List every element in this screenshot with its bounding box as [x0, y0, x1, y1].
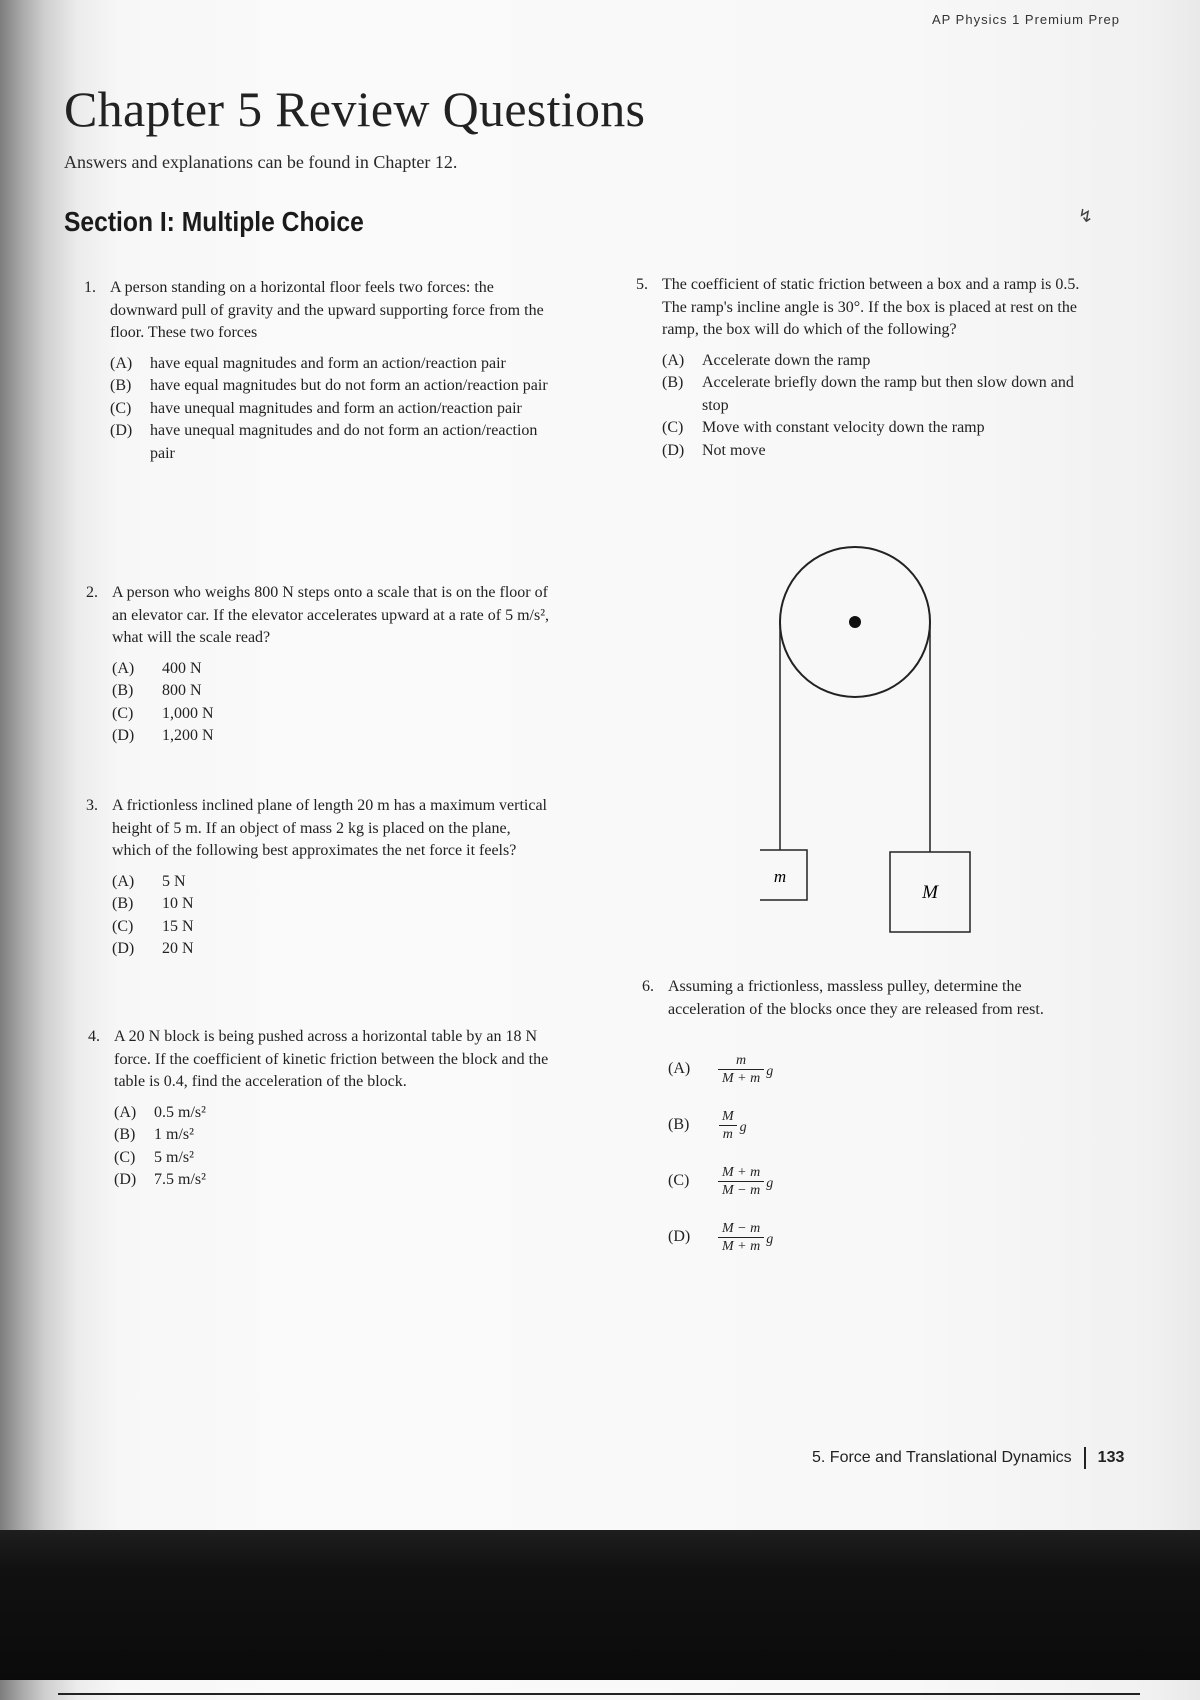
choice-list — [114, 1102, 554, 1192]
large-block-label: M — [922, 882, 938, 903]
choice-text: Accelerate briefly down the ramp but then slow down and stop — [702, 374, 1074, 414]
choice-text: 800 N — [162, 682, 202, 699]
choice-letter: (B) — [114, 1126, 136, 1143]
choice-text: have unequal magnitudes and do not form an action/reaction pair — [150, 422, 538, 462]
choice-letter: (C) — [662, 419, 684, 436]
chapter-subtitle: Answers and explanations can be found in Chapter 12. — [64, 152, 458, 172]
fraction-numerator: M — [722, 1108, 734, 1124]
choice-text: Move with constant velocity down the ramp — [702, 419, 985, 436]
choice-letter: (A) — [112, 872, 135, 890]
question-2 — [86, 582, 552, 748]
choice-letter: (D) — [662, 441, 685, 459]
question-1 — [84, 277, 550, 465]
choice-d[interactable] — [662, 440, 1102, 463]
choice-b[interactable] — [110, 375, 550, 398]
choice-text: 1,200 N — [162, 727, 214, 744]
choice-text: 5 m/s² — [154, 1148, 194, 1166]
choice-a[interactable] — [114, 1102, 554, 1125]
choice-letter: (D) — [114, 1171, 137, 1188]
gravity-symbol: g — [766, 1175, 774, 1191]
choice-text: Accelerate down the ramp — [702, 351, 871, 369]
choice-b[interactable] — [668, 1097, 1098, 1153]
page-number: 133 — [1097, 1449, 1125, 1467]
chapter-title: Chapter 5 Review Questions — [64, 81, 646, 137]
choice-d[interactable] — [112, 938, 552, 961]
choice-d[interactable] — [112, 725, 552, 748]
choice-letter: (A) — [110, 354, 133, 372]
footer-divider — [1084, 1447, 1086, 1469]
question-number: 4. — [88, 1028, 100, 1045]
choice-list — [110, 353, 550, 466]
question-stem: A frictionless inclined plane of length 20 m has a maximum vertical height of 5 m. If an object of mass 2 kg is placed on the plane, which of the following best approximates the net force it feels? — [112, 797, 547, 859]
choice-list — [112, 658, 552, 748]
choice-d[interactable] — [668, 1209, 1098, 1265]
choice-list — [112, 871, 552, 961]
choice-text: 7.5 m/s² — [154, 1171, 206, 1188]
running-head: AP Physics 1 Premium Prep — [931, 12, 1120, 27]
choice-text: 10 N — [162, 895, 194, 912]
choice-c[interactable] — [112, 916, 552, 939]
question-number: 3. — [86, 797, 98, 814]
choice-letter: (C) — [112, 917, 134, 935]
fraction — [718, 1052, 764, 1087]
choice-letter: (C) — [112, 704, 134, 722]
choice-a[interactable] — [110, 353, 550, 376]
choice-list — [662, 350, 1102, 463]
choice-text: have equal magnitudes and form an action/reaction pair — [150, 354, 506, 372]
question-4 — [88, 1026, 554, 1192]
choice-letter: (C) — [114, 1148, 136, 1166]
choice-letter: (A) — [112, 659, 135, 677]
choice-b[interactable] — [662, 372, 1102, 417]
choice-b[interactable] — [114, 1124, 554, 1147]
choice-b[interactable] — [112, 893, 552, 916]
choice-d[interactable] — [114, 1169, 554, 1192]
fraction-denominator: M + m — [718, 1069, 764, 1087]
page-footer — [812, 1447, 1124, 1469]
choice-letter: (D) — [112, 727, 135, 744]
choice-letter: (D) — [112, 940, 135, 957]
choice-a[interactable] — [668, 1041, 1098, 1097]
fraction — [718, 1164, 764, 1199]
choice-letter: (C) — [668, 1171, 690, 1189]
choice-text: 5 N — [162, 872, 186, 890]
fraction-numerator: m — [736, 1052, 747, 1068]
question-stem: The coefficient of static friction between a box and a ramp is 0.5. The ramp's incline angle is 30°. If the box is placed at rest on the ramp, the box will do which of the following? — [662, 276, 1080, 338]
choice-text: Not move — [702, 441, 766, 459]
choice-c[interactable] — [114, 1147, 554, 1170]
choice-text: have equal magnitudes but do not form an action/reaction pair — [150, 377, 548, 394]
choice-letter: (B) — [112, 895, 134, 912]
choice-letter: (B) — [110, 377, 132, 394]
choice-text: have unequal magnitudes and form an action/reaction pair — [150, 399, 522, 417]
choice-d[interactable] — [110, 420, 550, 465]
choice-text: 15 N — [162, 917, 194, 935]
choice-c[interactable] — [668, 1153, 1098, 1209]
question-stem: A person who weighs 800 N steps onto a scale that is on the floor of an elevator car. If the elevator accelerates upward at a rate of 5 m/s², what will the scale read? — [112, 584, 550, 646]
choice-letter: (D) — [668, 1227, 691, 1245]
choice-text: 20 N — [162, 940, 194, 957]
gravity-symbol: g — [739, 1119, 747, 1135]
choice-text: 1,000 N — [162, 704, 214, 722]
choice-letter: (D) — [110, 422, 133, 439]
fraction — [718, 1108, 738, 1143]
question-stem: Assuming a frictionless, massless pulley, determine the acceleration of the blocks once they are released from rest. — [668, 978, 1044, 1018]
section-title: Section I: Multiple Choice — [64, 206, 364, 237]
pulley-diagram — [760, 540, 1000, 940]
question-6 — [642, 976, 1098, 1265]
choice-text: 1 m/s² — [154, 1126, 194, 1143]
choice-c[interactable] — [110, 398, 550, 421]
question-stem: A 20 N block is being pushed across a horizontal table by an 18 N force. If the coefficient of kinetic friction between the block and the table is 0.4, find the acceleration of the block. — [114, 1028, 549, 1090]
scan-shadow-band — [0, 1530, 1200, 1680]
question-stem: A person standing on a horizontal floor feels two forces: the downward pull of gravity and the upward supporting force from the floor. These two forces — [110, 279, 544, 341]
gravity-symbol: g — [766, 1231, 774, 1247]
choice-letter: (A) — [114, 1103, 137, 1121]
choice-text: 0.5 m/s² — [154, 1103, 206, 1121]
fraction-numerator: M + m — [722, 1164, 761, 1180]
margin-mark: ↯ — [1078, 206, 1094, 227]
choice-a[interactable] — [112, 871, 552, 894]
fraction-denominator: m — [719, 1125, 737, 1143]
choice-letter: (B) — [668, 1115, 690, 1133]
choice-letter: (A) — [662, 351, 685, 369]
choice-a[interactable] — [662, 350, 1102, 373]
fraction — [718, 1220, 764, 1255]
question-number: 2. — [86, 584, 98, 601]
fraction-denominator: M − m — [718, 1181, 764, 1199]
choice-a[interactable] — [112, 658, 552, 681]
choice-c[interactable] — [112, 703, 552, 726]
small-block-label: m — [773, 867, 787, 886]
pulley-axle — [849, 616, 861, 628]
question-number: 5. — [636, 276, 648, 293]
question-5 — [636, 274, 1102, 462]
choice-c[interactable] — [662, 417, 1102, 440]
gravity-symbol: g — [766, 1063, 774, 1079]
fraction-numerator: M − m — [722, 1220, 761, 1236]
question-number: 1. — [84, 279, 96, 296]
question-3 — [86, 795, 552, 961]
question-number: 6. — [642, 978, 654, 995]
choice-letter: (A) — [668, 1059, 691, 1077]
footer-chapter-label: 5. Force and Translational Dynamics — [812, 1449, 1072, 1467]
choice-letter: (B) — [112, 682, 134, 699]
bottom-rule — [58, 1693, 1140, 1695]
choice-list — [668, 1041, 1098, 1265]
choice-letter: (B) — [662, 374, 684, 391]
fraction-denominator: M + m — [718, 1237, 764, 1255]
choice-letter: (C) — [110, 399, 132, 417]
choice-text: 400 N — [162, 659, 202, 677]
choice-b[interactable] — [112, 680, 552, 703]
